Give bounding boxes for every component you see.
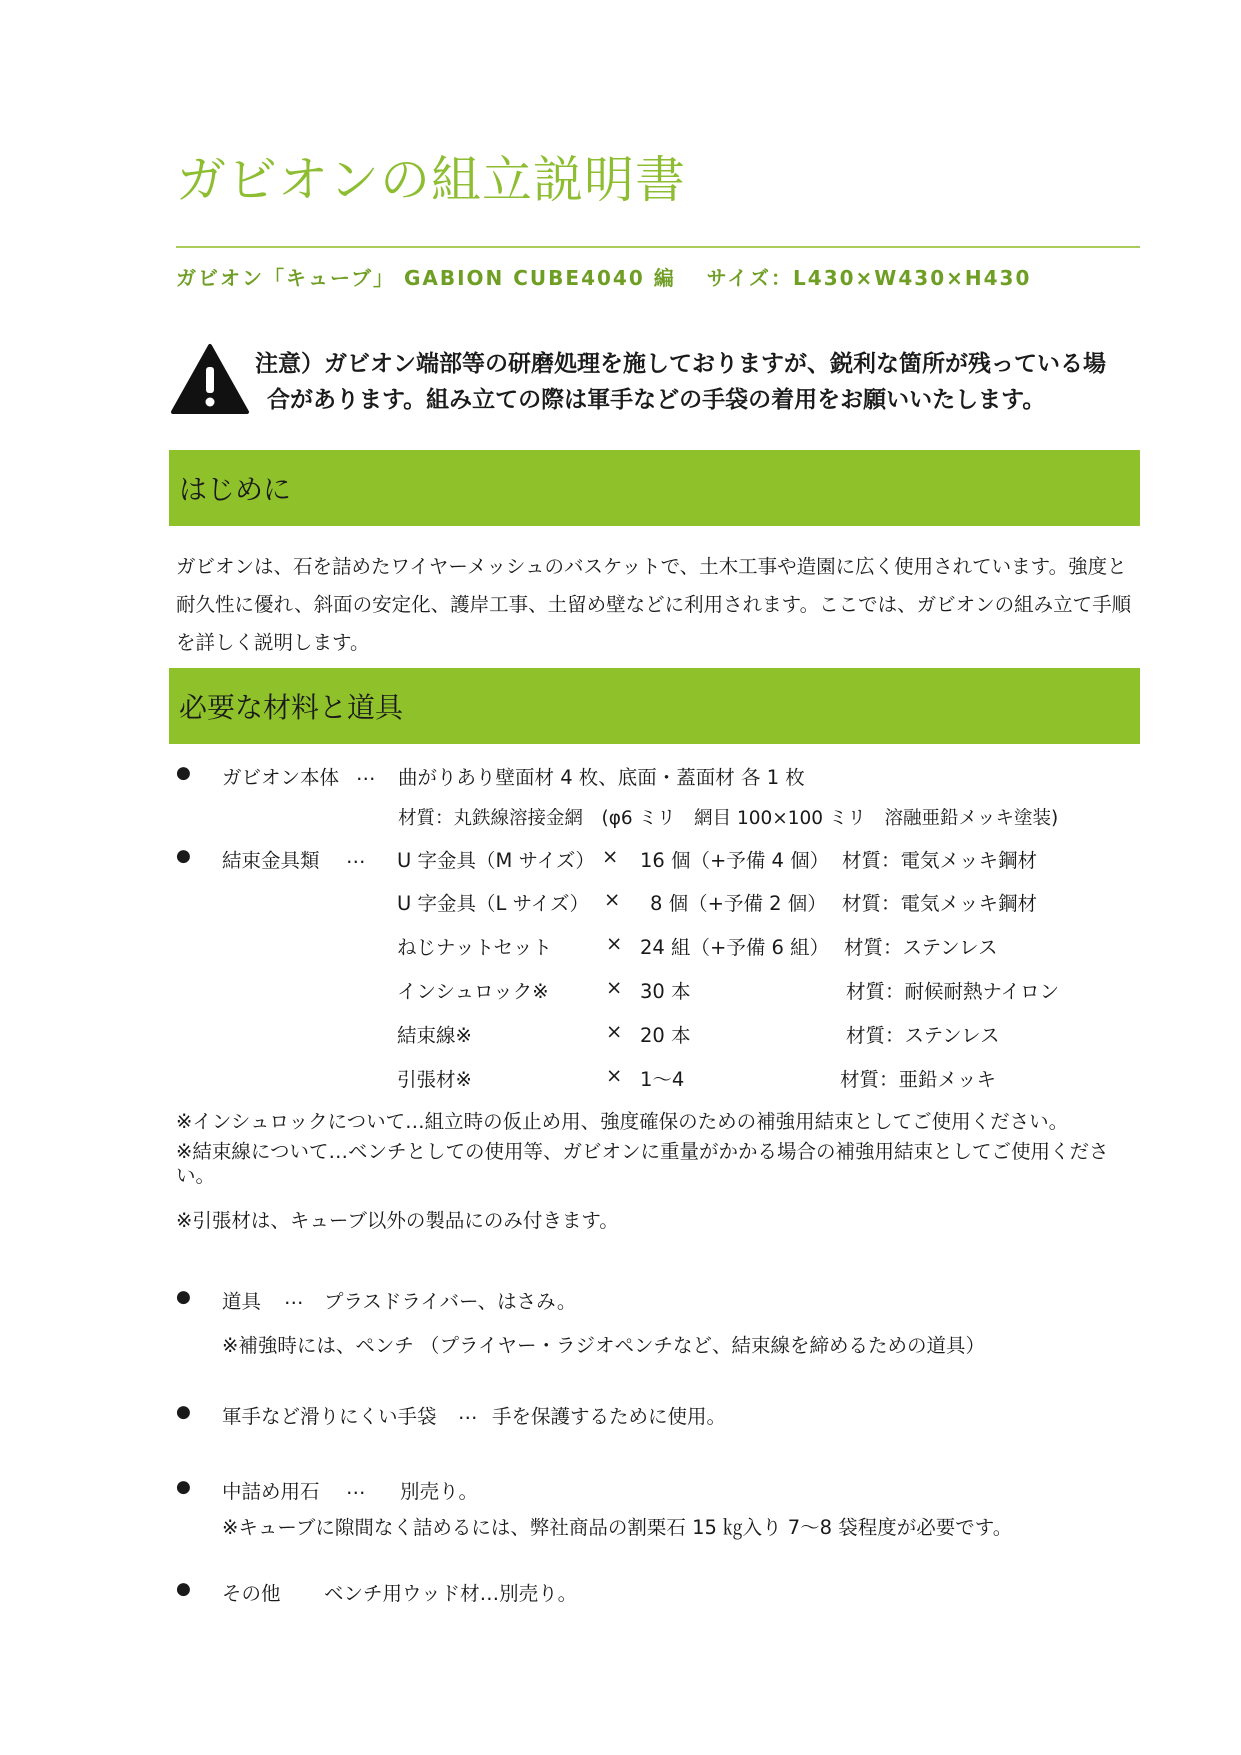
stones-note: ※キューブに隙間なく詰めるには、弊社商品の割栗石 15 ㎏入り 7～8 袋程度が必要です。 bbox=[222, 1516, 1013, 1539]
bullet-icon: ● bbox=[176, 1477, 191, 1497]
bullet-icon: ● bbox=[176, 1402, 191, 1422]
page-title: ガビオンの組立説明書 bbox=[176, 151, 686, 209]
fasteners-label: 結束金具類 bbox=[222, 849, 320, 872]
gloves-desc: 手を保護するために使用。 bbox=[492, 1405, 727, 1428]
tools-label: 道具 bbox=[222, 1290, 262, 1313]
tools-desc: プラスドライバー、はさみ。 bbox=[324, 1290, 577, 1313]
body-item-material: 材質：丸鉄線溶接金網 (φ6 ミリ 網目 100×100 ミリ 溶融亜鉛メッキ塗装) bbox=[398, 808, 1059, 829]
fastener-qty: 24 組（+予備 6 組） bbox=[640, 936, 830, 959]
product-subtitle: ガビオン「キューブ」 GABION CUBE4040 編 サイズ：L430×W430×H430 bbox=[176, 266, 1032, 290]
fastener-name: インシュロック※ bbox=[397, 980, 549, 1003]
fastener-qty: 1～4 bbox=[640, 1068, 685, 1091]
section-header-intro bbox=[169, 450, 1140, 526]
fastener-name: U 字金具（L サイズ） bbox=[397, 892, 589, 915]
note-insulock: ※インシュロックについて…組立時の仮止め用、強度確保のための補強用結束としてご使用ください。 bbox=[176, 1110, 1069, 1133]
body-item-desc: 曲がりあり壁面材 4 枚、底面・蓋面材 各 1 枚 bbox=[398, 766, 805, 789]
bullet-icon: ● bbox=[176, 763, 191, 783]
section-header-materials bbox=[169, 668, 1140, 744]
warning-line-2: 合があります。組み立ての際は軍手などの手袋の着用をお願いいたします。 bbox=[267, 387, 1046, 413]
fastener-times: × bbox=[606, 932, 623, 955]
fastener-times: × bbox=[606, 1064, 623, 1087]
tools-sep: … bbox=[284, 1286, 304, 1309]
fastener-material: 材質：ステンレス bbox=[846, 1024, 1000, 1047]
fastener-material: 材質：電気メッキ鋼材 bbox=[842, 849, 1038, 872]
fastener-name: ねじナットセット bbox=[397, 936, 553, 959]
gloves-sep: … bbox=[458, 1401, 478, 1424]
section-title-intro: はじめに bbox=[179, 473, 292, 506]
fastener-qty: 8 個（+予備 2 個） bbox=[650, 892, 827, 915]
bullet-icon: ● bbox=[176, 1579, 191, 1599]
fastener-times: × bbox=[606, 976, 623, 999]
fastener-material: 材質：耐候耐熱ナイロン bbox=[846, 980, 1060, 1003]
fasteners-sep: … bbox=[346, 845, 366, 868]
gloves-label: 軍手など滑りにくい手袋 bbox=[222, 1405, 437, 1428]
fastener-material: 材質：電気メッキ鋼材 bbox=[842, 892, 1038, 915]
fastener-material: 材質：亜鉛メッキ bbox=[840, 1068, 997, 1091]
intro-paragraph: ガビオンは、石を詰めたワイヤーメッシュのバスケットで、土木工事や造園に広く使用されています。強度と耐久性に優れ、斜面の安定化、護岸工事、土留め壁などに利用されます。ここでは、ガビオンの組み立て手順を詳しく説明します。 bbox=[176, 555, 1132, 654]
stones-sep: … bbox=[346, 1476, 366, 1499]
note-binding-wire: ※結束線について…ベンチとしての使用等、ガビオンに重量がかかる場合の補強用結束としてご使用ください。 bbox=[176, 1140, 1109, 1187]
section-title-materials: 必要な材料と道具 bbox=[179, 691, 404, 724]
fastener-name: U 字金具（M サイズ） bbox=[397, 849, 595, 872]
warning-line-1: 注意）ガビオン端部等の研磨処理を施しておりますが、鋭利な箇所が残っている場 bbox=[255, 351, 1106, 377]
body-item-label: ガビオン本体 bbox=[222, 766, 340, 789]
fastener-material: 材質：ステンレス bbox=[844, 936, 998, 959]
bullet-icon: ● bbox=[176, 846, 191, 866]
note-tension: ※引張材は、キューブ以外の製品にのみ付きます。 bbox=[176, 1209, 619, 1232]
fastener-qty: 16 個（+予備 4 個） bbox=[640, 849, 830, 872]
fastener-name: 結束線※ bbox=[397, 1024, 472, 1047]
fastener-times: × bbox=[604, 888, 621, 911]
fastener-times: × bbox=[606, 1020, 623, 1043]
other-desc: ベンチ用ウッド材…別売り。 bbox=[324, 1582, 578, 1605]
other-label: その他 bbox=[222, 1582, 281, 1605]
stones-label: 中詰め用石 bbox=[222, 1480, 320, 1503]
fastener-qty: 30 本 bbox=[640, 980, 691, 1003]
title-divider bbox=[176, 246, 1140, 248]
warning-text bbox=[255, 346, 1135, 418]
tools-note: ※補強時には、ペンチ （プライヤー・ラジオペンチなど、結束線を締めるための道具） bbox=[222, 1334, 985, 1357]
bullet-icon: ● bbox=[176, 1287, 191, 1307]
warning-icon bbox=[170, 343, 250, 415]
stones-desc: 別売り。 bbox=[400, 1480, 479, 1503]
fastener-name: 引張材※ bbox=[397, 1068, 472, 1091]
fastener-qty: 20 本 bbox=[640, 1024, 691, 1047]
fastener-times: × bbox=[602, 845, 619, 868]
body-item-sep: … bbox=[356, 762, 376, 785]
